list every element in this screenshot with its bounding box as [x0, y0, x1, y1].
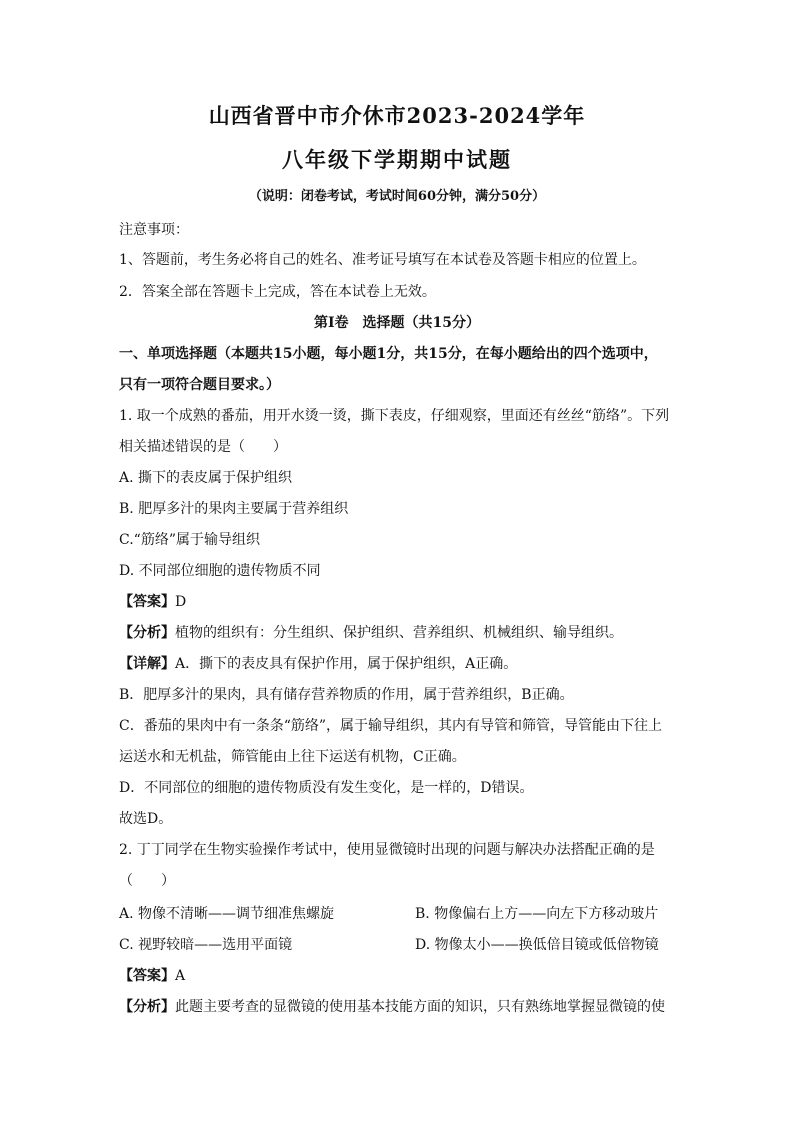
q1-stem-line1: 1. 取一个成熟的番茄，用开水烫一烫，撕下表皮，仔细观察，里面还有丝丝“筋络”。下列 — [119, 408, 670, 424]
q1-detail-c1: C．番茄的果肉中有一条条“筋络”，属于输导组织，其内有导管和筛管，导管能由下往上 — [119, 718, 663, 734]
notice-item-2: 2．答案全部在答题卡上完成，答在本试卷上无效。 — [119, 284, 436, 300]
notice-heading: 注意事项： — [119, 222, 189, 238]
q1-detail-label: 【详解】 — [119, 656, 175, 672]
exam-title-line2: 八年级下学期期中试题 — [282, 147, 512, 172]
section-instruction-line2: 只有一项符合题目要求。） — [119, 377, 280, 393]
q2-analysis — [119, 996, 665, 1016]
q1-option-b: B. 肥厚多汁的果肉主要属于营养组织 — [119, 501, 349, 517]
q1-option-a: A. 撕下的表皮属于保护组织 — [119, 470, 293, 486]
q1-analysis-text: 植物的组织有：分生组织、保护组织、营养组织、机械组织、输导组织。 — [175, 625, 623, 641]
q2-analysis-label: 【分析】 — [119, 999, 175, 1015]
q2-stem-line2: （ ） — [119, 873, 175, 889]
q1-conclusion: 故选D。 — [119, 811, 173, 827]
q2-answer — [119, 965, 185, 985]
q1-option-d: D. 不同部位细胞的遗传物质不同 — [119, 563, 321, 579]
q2-answer-label: 【答案】 — [119, 968, 175, 984]
q1-detail-d: D．不同部位的细胞的遗传物质没有发生变化，是一样的，D错误。 — [119, 780, 534, 796]
q2-stem-line1: 2. 丁丁同学在生物实验操作考试中，使用显微镜时出现的问题与解决办法搭配正确的是 — [119, 842, 655, 858]
q1-analysis-label: 【分析】 — [119, 625, 175, 641]
q1-stem-line2: 相关描述错误的是（ ） — [119, 439, 287, 455]
section-title: 第Ⅰ卷 选择题（共15分） — [313, 315, 481, 331]
q1-answer — [119, 591, 186, 611]
exam-subtitle: （说明：闭卷考试，考试时间60分钟，满分50分） — [248, 189, 546, 204]
notice-item-1: 1、答题前，考生务必将自己的姓名、准考证号填写在本试卷及答题卡相应的位置上。 — [119, 252, 646, 268]
q1-detail-b: B．肥厚多汁的果肉，具有储存营养物质的作用，属于营养组织，B正确。 — [119, 687, 574, 703]
q2-answer-value: A — [175, 968, 186, 984]
q1-detail-c2: 运送水和无机盐，筛管能由上往下运送有机物，C正确。 — [119, 749, 466, 765]
q1-detail-a: A．撕下的表皮具有保护作用，属于保护组织，A正确。 — [175, 656, 518, 672]
q2-analysis-text: 此题主要考查的显微镜的使用基本技能方面的知识，只有熟练地掌握显微镜的使 — [175, 999, 665, 1015]
exam-title-line1: 山西省晋中市介休市2023-2024学年 — [208, 103, 586, 128]
q2-option-b: B. 物像偏右上方——向左下方移动玻片 — [415, 906, 659, 922]
q1-answer-value: D — [175, 594, 187, 610]
q1-option-c: C.“筋络”属于输导组织 — [119, 532, 260, 548]
q1-analysis — [119, 622, 623, 642]
q2-option-c: C. 视野较暗——选用平面镜 — [119, 937, 293, 953]
q2-option-d: D. 物像太小——换低倍目镜或低倍物镜 — [415, 937, 659, 953]
q1-answer-label: 【答案】 — [119, 594, 175, 610]
section-instruction-line1: 一、单项选择题（本题共15小题，每小题1分，共15分，在每小题给出的四个选项中， — [119, 346, 658, 362]
q2-option-a: A. 物像不清晰——调节细准焦螺旋 — [119, 906, 335, 922]
q1-detail — [119, 653, 517, 673]
